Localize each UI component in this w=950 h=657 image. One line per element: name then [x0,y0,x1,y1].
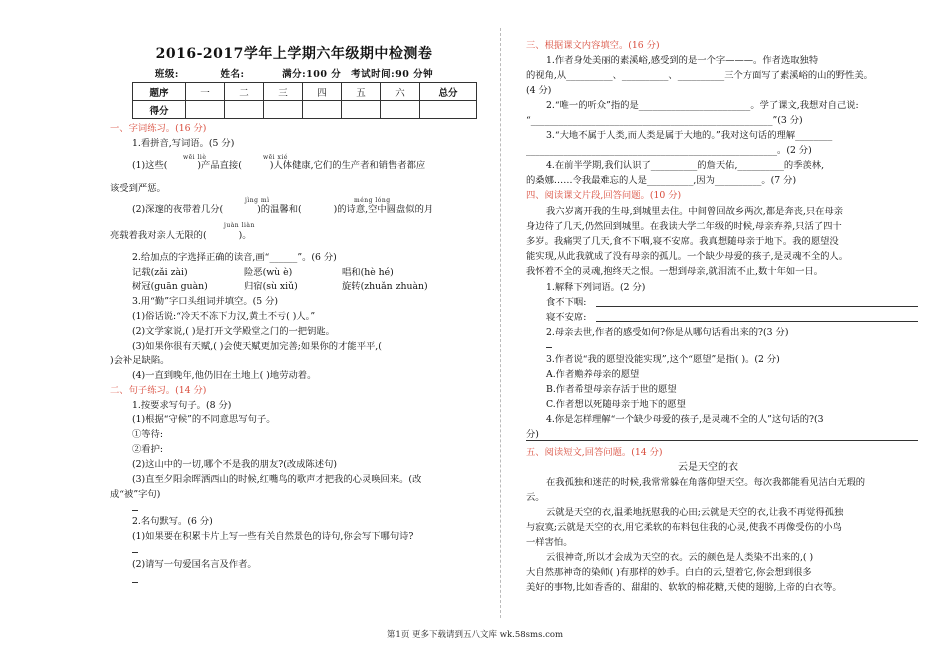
essay-line: 美好的事物,比如香香的、甜甜的、软软的棉花糖,天使的翅膀,上帝的白衣等。 [526,582,842,593]
question-line: 的桑娜……令我最难忘的人是__________,因为__________。(7 分) [526,175,797,186]
answer-line[interactable] [596,321,918,322]
question: 3.用“勤”字口头组词并填空。(5 分) [132,296,279,307]
page-title: 2016-2017学年上学期六年级期中检测卷 [155,46,433,62]
option[interactable]: B.作者希望母亲存活于世的愿望 [546,384,677,395]
score-cell[interactable] [264,101,303,119]
column-header: 一 [186,83,225,101]
option[interactable]: 旋转(zhuǎn zhuàn) [342,281,428,292]
essay-line: 在我孤独和迷茫的时候,我常常躲在角落仰望天空。每次我都能看见洁白无瑕的 [546,477,866,488]
table-row [133,83,477,101]
question: 2.给加点的字选择正确的读音,画“______”。(6 分) [132,252,337,263]
score-cell[interactable] [342,101,381,119]
question-line: (4)一直到晚年,他仍旧在土地上( )地劳动着。 [132,370,317,381]
question: 2.名句默写。(6 分) [132,516,213,527]
option[interactable]: 唱和(hè hé) [342,267,394,278]
column-header: 四 [303,83,342,101]
question-line: 1.作者身处美丽的素溪峪,感受到的是一个字———。作者选取独特 [546,55,819,66]
question: 4.你是怎样理解“一个缺少母爱的孩子,是灵魂不全的人”这句话的?(3 [546,414,824,425]
question-line: (1)如果要在积累卡片上写一些有关自然景色的诗句,你会写下哪句诗? [132,531,414,542]
passage-line: 我六岁离开我的生母,到城里去住。中间曾回故乡两次,都是奔丧,只在母亲 [546,206,844,217]
class-label: 班级: [154,69,179,80]
question-line: (3)直至夕阳余晖洒西山的时候,红嘴鸟的歌声才把我的心灵唤回来。(改 [132,474,422,485]
pinyin-hint: wēi xié [263,154,288,161]
exam-info [108,66,480,80]
section-3-title: 三、根据课文内容填空。(16 分) [526,40,660,51]
question-line: 分) [526,429,539,440]
question: 1.看拼音,写词语。(5 分) [132,138,235,149]
answer-line[interactable] [132,510,138,511]
pinyin-hint: méng lóng [354,197,391,204]
pinyin-hint: juàn liàn [224,222,255,229]
column-header: 五 [342,83,381,101]
section-2-title: 二、句子练习。(14 分) [110,385,207,396]
essay-line: 与寂寞;云就是天空的衣,用它柔软的布料包住我的心灵,使我不再像受伤的小鸟 [526,522,842,533]
question: 2.母亲去世,作者的感受如何?你是从哪句话看出来的?(3 分) [546,327,789,338]
question-line: (2)请写一句爱国名言及作者。 [132,559,257,570]
total-header: 总分 [420,83,477,101]
essay-line: 一样害怕。 [526,537,573,548]
option[interactable]: 树冠(guān guàn) [132,281,208,292]
page-footer: 第1页 更多下载请到五八文库 wk.58sms.com [386,630,564,640]
score-cell[interactable] [381,101,420,119]
question-line [132,203,433,216]
answer-line[interactable] [546,347,552,348]
text: (1)这些( [132,160,168,171]
section-1-title: 一、字词练习。(16 分) [110,123,207,134]
score-cell[interactable] [420,101,477,119]
question-line [132,159,425,172]
question-line: (2)这山中的一切,哪个不是我的朋友?(改成陈述句) [132,459,338,470]
pinyin-hint: jìng mì [245,197,270,204]
option[interactable]: 归宿(sù xiǔ) [244,281,298,292]
question-line: (2)文学家说,( )是打开文学殿堂之门的一把钥匙。 [132,326,335,337]
passage-line: 我怀着不全的灵魂,抱终天之恨。一想到母亲,就泪流不止,数十年如一日。 [526,266,824,277]
essay-line: 云就是天空的衣,温柔地抚慰我的心田;云就是天空的衣,让我不再觉得孤独 [546,507,844,518]
question-line: ①等待: [132,429,164,440]
answer-line[interactable] [132,552,138,553]
question: 3.作者说“我的愿望没能实现”,这个“愿望”是指( )。(2 分) [546,354,780,365]
question-line: (3)如果你很有天赋,( )会使天赋更加完善;如果你的才能平平,( [132,341,382,352]
question-line: 3.“大地不属于人类,而人类是属于大地的。”我对这句话的理解________ [546,130,833,141]
passage-line: 身边待了几天,仍然回到城里。在我读大学二年级的时候,母亲弃养,只活了四十 [526,221,842,232]
row-label: 题序 [133,83,186,101]
question-line: 成“被”字句) [110,489,161,500]
answer-line[interactable] [132,582,138,583]
text: )产品直接( [197,160,242,171]
exam-time: 考试时间:90 分钟 [351,69,434,80]
essay-line: 云很神奇,所以才会成为天空的衣。云的颜色是人类染不出来的,( ) [546,552,814,563]
section-5-title: 五、阅读短文,回答问题。(14 分) [526,447,663,458]
question-line: (4 分) [526,85,552,96]
option[interactable]: 险恶(wù è) [244,267,293,278]
question-line: ______________________________________________________。(2 分) [526,145,812,156]
full-score: 满分:100 分 [282,69,342,80]
column-divider [500,28,501,618]
question-line: 该受到严惩。 [110,183,166,194]
text: 亮载着我对亲人无限的( [110,230,207,241]
question-line: ②看护: [132,444,164,455]
text: )人体健康,它们的生产者和销售者都应 [269,160,426,171]
text: )。 [238,230,252,241]
score-table [132,82,477,119]
essay-line: 大自然那神奇的染师( )有那样的妙手。白白的云,望着它,你会想到很多 [526,567,812,578]
question-line: 的视角,从__________、__________、__________三个方面写了素溪峪的山的野性美。 [526,70,873,81]
question-line: )会补足缺陷。 [110,355,170,366]
question-line: 4.在前半学期,我们认识了__________的詹天佑,__________的季羡林, [546,160,825,171]
section-4-title: 四、阅读课文片段,回答问题。(10 分) [526,190,682,201]
option[interactable]: A.作者赡养母亲的愿望 [546,369,640,380]
passage-line: 多岁。我痛哭了几天,食不下咽,寝不安席。我真想随母亲于地下。我的愿望没 [526,236,839,247]
question-line: 寝不安席: [546,312,587,323]
table-row [133,101,477,119]
pinyin-hint: wēi liè [183,154,207,161]
score-cell[interactable] [303,101,342,119]
text: (2)深邃的夜带着几分( [132,204,224,215]
question-line: (1)根据“守候”的不同意思写句子。 [132,414,276,425]
question-line: 食不下咽: [546,297,587,308]
question: 1.按要求写句子。(8 分) [132,400,232,411]
question-line: 2.“唯一的听众”指的是________________________。学了课文,我想对自己说: [546,100,859,111]
score-cell[interactable] [225,101,264,119]
column-header: 二 [225,83,264,101]
name-label: 姓名: [220,69,245,80]
question-line: (1)俗话说:“冷天不冻下力汉,黄土不亏( )人。” [132,311,316,322]
score-cell[interactable] [186,101,225,119]
passage-line: 能实现,从此我就成了没有母亲的孤儿。一个缺少母爱的孩子,是灵魂不全的人。 [526,251,849,262]
answer-line[interactable] [596,306,918,307]
text: )的温馨和( [257,204,302,215]
column-header: 六 [381,83,420,101]
essay-line: 云。 [526,492,545,503]
column-header: 三 [264,83,303,101]
text: )的诗意,空中圆盘似的月 [333,204,434,215]
essay-title: 云是天空的衣 [678,462,738,473]
question: 1.解释下列词语。(2 分) [546,282,646,293]
question-line [110,229,252,242]
answer-line[interactable] [526,440,918,441]
option[interactable]: C.作者想以死随母亲于地下的愿望 [546,399,686,410]
row-label: 得分 [133,101,186,119]
question-line: “____________________________________________________”(3 分) [526,115,803,126]
option[interactable]: 记载(zǎi zài) [132,267,188,278]
